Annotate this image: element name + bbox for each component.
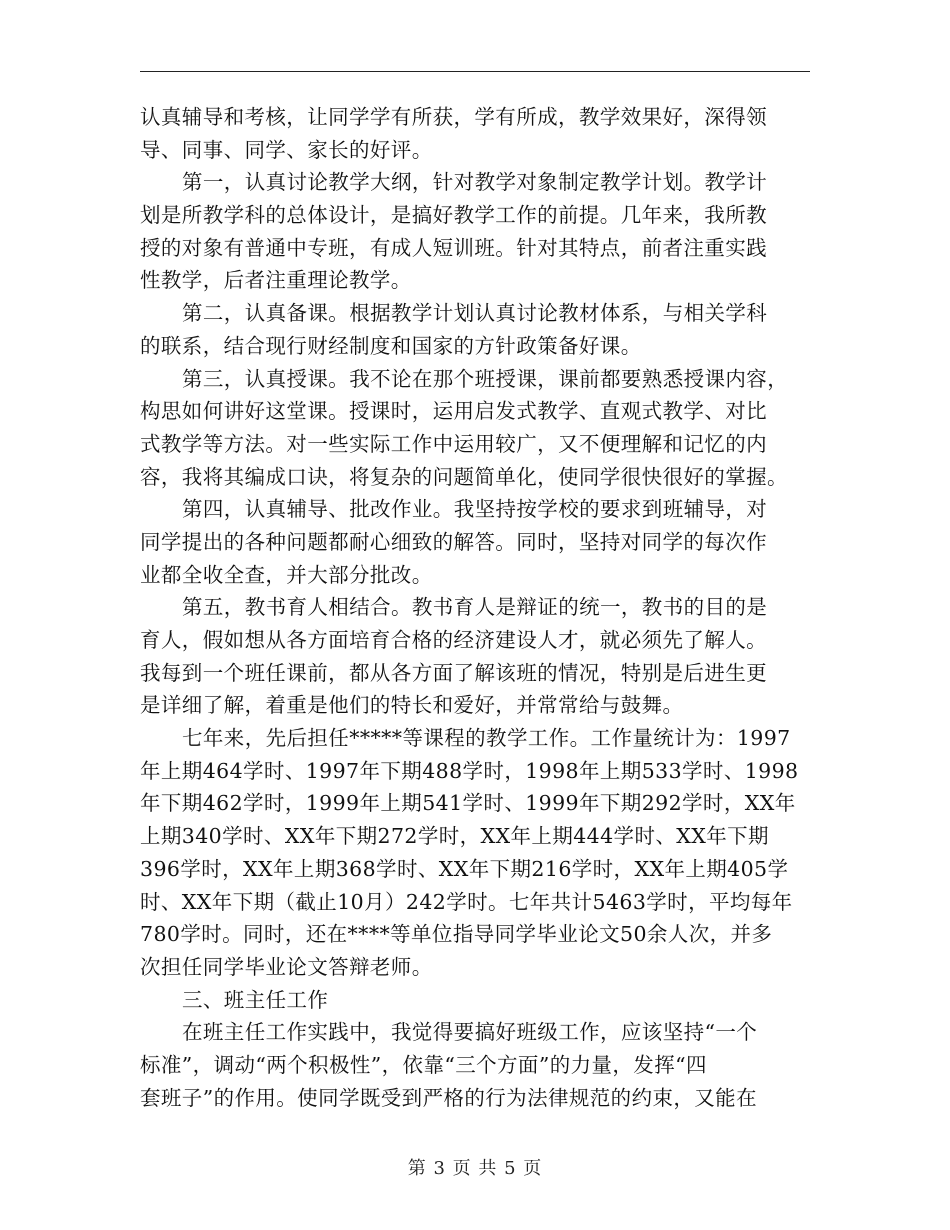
text-line: 认真辅导和考核，让同学学有所获，学有所成，教学效果好，深得领 [140,105,767,129]
text-line: 同学提出的各种问题都耐心细致的解答。同时，坚持对同学的每次作 [140,529,767,554]
text-line: 构思如何讲好这堂课。授课时，运用启发式教学、直观式教学、对比 [140,399,767,424]
text-line: 年下期462学时，1999年上期541学时、1999年下期292学时，XX年 [140,791,796,816]
text-line: 标准”，调动“两个积极性”，依靠“三个方面”的力量，发挥“四 [140,1052,707,1077]
paragraph-first-line: 第三，认真授课。我不论在那个班授课，课前都要熟悉授课内容， [182,366,789,391]
paragraph-first-line: 第五，教书育人相结合。教书育人是辩证的统一，教书的目的是 [182,595,768,620]
body-text [140,101,812,1114]
page-number-footer: 第 3 页 共 5 页 [407,1158,543,1179]
text-line: 导、同事、同学、家长的好评。 [140,137,433,162]
paragraph-first-line: 七年来，先后担任*****等课程的教学工作。工作量统计为：1997 [182,726,791,751]
section-heading: 三、班主任工作 [182,987,329,1012]
text-line: 套班子”的作用。使同学既受到严格的行为法律规范的约束，又能在 [140,1085,757,1110]
text-line: 授的对象有普通中专班，有成人短训班。针对其特点，前者注重实践 [140,235,767,260]
text-line: 396学时，XX年上期368学时、XX年下期216学时，XX年上期405学 [140,856,789,881]
text-line: 育人，假如想从各方面培育合格的经济建设人才，就必须先了解人。 [140,628,767,652]
text-line: 次担任同学毕业论文答辩老师。 [140,954,433,979]
text-line: 我每到一个班任课前，都从各方面了解该班的情况，特别是后进生更 [140,660,767,685]
text-line: 年上期464学时、1997年下期488学时，1998年上期533学时、1998 [140,758,799,783]
text-line: 划是所教学科的总体设计，是搞好教学工作的前提。几年来，我所教 [140,203,767,228]
paragraph-first-line: 在班主任工作实践中，我觉得要搞好班级工作，应该坚持“一个 [182,1020,758,1045]
text-line: 时、XX年下期（截止10月）242学时。七年共计5463学时，平均每年 [140,889,793,914]
header-rule [140,71,810,72]
text-line: 容，我将其编成口诀，将复杂的问题简单化，使同学很快很好的掌握。 [140,464,788,489]
paragraph-first-line: 第四，认真辅导、批改作业。我坚持按学校的要求到班辅导，对 [182,497,768,522]
paragraph-first-line: 第一，认真讨论教学大纲，针对教学对象制定教学计划。教学计 [182,170,768,195]
paragraph-first-line: 第二，认真备课。根据教学计划认真讨论教材体系，与相关学科 [182,301,768,326]
text-line: 是详细了解，着重是他们的特长和爱好，并常常给与鼓舞。 [140,693,684,718]
text-line: 上期340学时、XX年下期272学时，XX年上期444学时、XX年下期 [140,824,769,849]
text-line: 性教学，后者注重理论教学。 [140,268,412,293]
text-line: 的联系，结合现行财经制度和国家的方针政策备好课。 [140,333,642,358]
text-line: 780学时。同时，还在****等单位指导同学毕业论文50余人次，并多 [140,922,773,947]
text-line: 式教学等方法。对一些实际工作中运用较广，又不便理解和记忆的内 [140,431,767,456]
text-line: 业都全收全查，并大部分批改。 [140,562,433,587]
